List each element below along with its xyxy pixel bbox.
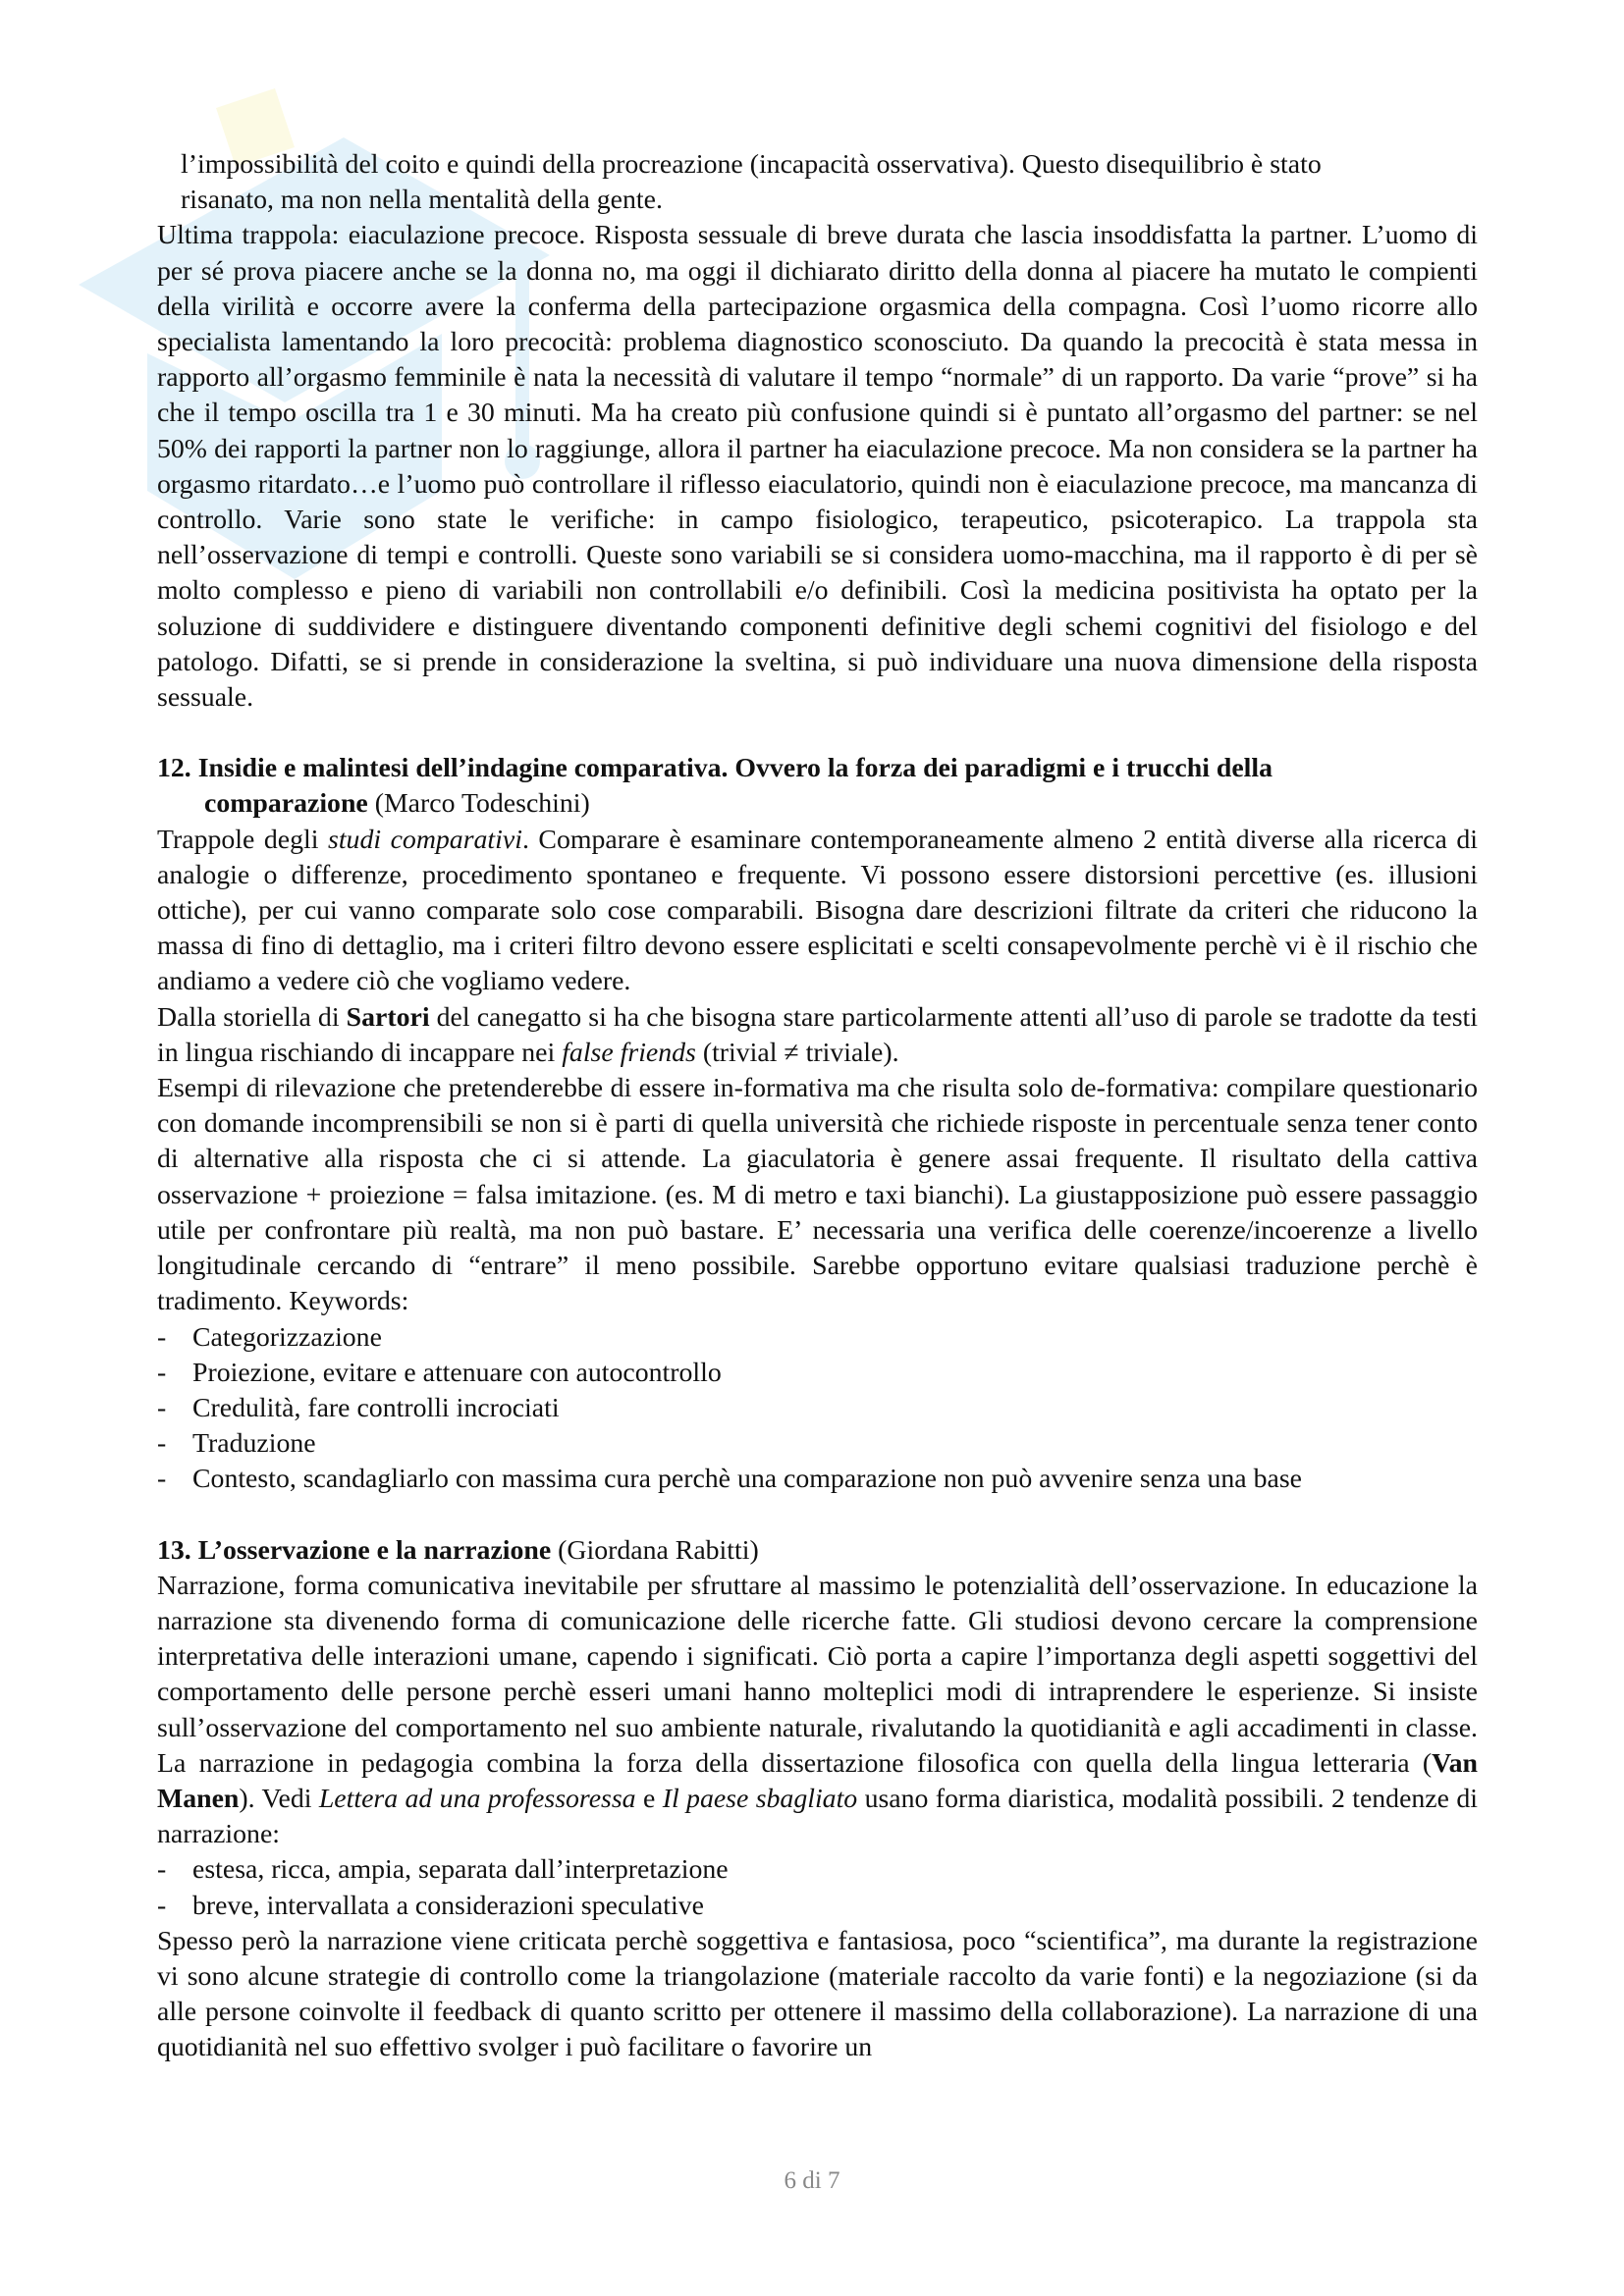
section-12-author: (Marco Todeschini) bbox=[374, 788, 590, 820]
section-13-number: 13. bbox=[157, 1534, 191, 1566]
emphasis-false-friends: false friends bbox=[562, 1037, 696, 1068]
spacer bbox=[157, 1498, 1478, 1533]
list-item: - Credulità, fare controlli incrociati bbox=[157, 1392, 560, 1423]
section-12-title-part2: comparazione bbox=[204, 788, 368, 820]
paragraph-trappola: Ultima trappola: eiaculazione precoce. Risposta sessuale di breve durata che lascia insoddisfatta la partner. L’uomo di per sé prova piacere anche se la donna no, ma oggi il dichiarato diritto della donna al piacere ha mutato le compienti della virilità e occorre avere la conferma della partecipazione orgasmica della compagna. Così l’uomo ricorre allo specialista lamentando la loro precocità: problema diagnostico sconosciuto. Da quando la precocità è stata messa in rapporto all’orgasmo femminile è nata la necessità di valutare il tempo “normale” di un rapporto. Da varie “prove” si ha che il tempo oscilla tra 1 e 30 minuti. Ma ha creato più confusione quindi si è puntato all’orgasmo del partner: se nel 50% dei rapporti la partner non lo raggiunge, allora il partner ha eiaculazione precoce. Ma non considera se la partner ha orgasmo ritardato…e l’uomo può controllare il riflesso eiaculatorio, quindi non è eiaculazione precoce, ma mancanza di controllo. Varie sono state le verifiche: in campo fisiologico, terapeutico, psicoterapico. La trappola sta nell’osservazione di tempi e controlli. Queste sono variabili se si considera uomo-macchina, ma il rapporto è di per sè molto complesso e pieno di variabili non controllabili e/o definibili. Così la medicina positivista ha optato per la soluzione di suddividere e distinguere diventando componenti definitive degli schemi cognitivi del fisiologo e del patologo. Difatti, se si prende in considerazione la sveltina, si può individuare una nuova dimensione della risposta sessuale. bbox=[157, 220, 1478, 714]
list-item: - Contesto, scandagliarlo con massima cura perchè una comparazione non può avvenire senza una base bbox=[157, 1464, 1302, 1495]
continuation-line-1: l’impossibilità del coito e quindi della procreazione (incapacità osservativa). Questo disequilibrio è stato bbox=[181, 149, 1322, 180]
section-12-heading bbox=[157, 751, 1478, 822]
section-13-paragraph-1: Narrazione, forma comunicativa inevitabile per sfruttare al massimo le potenzialità dell’osservazione. In educazione la narrazione sta divenendo forma di comunicazione delle ricerche fatte. Gli studiosi devono cercare la comprensione interpretativa delle interazioni umane, capendo i significati. Ciò porta a capire l’importanza degli aspetti soggettivi del comportamento delle persone perchè esseri umani hanno molteplici modi di intraprendere le esperienze. Si insiste sull’osservazione del comportamento nel suo ambiente naturale, rivalutando la quotidianità e agli accadimenti in classe. La narrazione in pedagogia combina la forza della dissertazione filosofica con quella della lingua letteraria (Van Manen). Vedi Lettera ad una professoressa e Il paese sbagliato usano forma diaristica, modalità possibili. 2 tendenze di narrazione: bbox=[157, 1570, 1478, 1850]
spacer bbox=[157, 716, 1478, 751]
section-12-paragraph-1: Trappole degli studi comparativi. Comparare è esaminare contemporaneamente almeno 2 entità diverse alla ricerca di analogie o differenze, procedimento spontaneo e frequente. Vi possono essere distorsioni percettive (es. illusioni ottiche), per cui vanno comparate solo cose comparabili. Bisogna dare descrizioni filtrate da criteri che riducono la massa di fino di dettaglio, ma i criteri filtro devono essere esplicitati e scelti consapevolmente perchè vi è il rischio che andiamo a vedere ciò che vogliamo vedere. bbox=[157, 824, 1478, 997]
list-item: - estesa, ricca, ampia, separata dall’interpretazione bbox=[157, 1854, 729, 1886]
name-van-manen: Van Manen bbox=[157, 1747, 1478, 1814]
document-page bbox=[157, 147, 1478, 2066]
page-number: 6 di 7 bbox=[784, 2167, 840, 2194]
title-lettera: Lettera ad una professoressa bbox=[318, 1783, 636, 1814]
narration-tendencies-list bbox=[157, 1852, 1478, 1923]
list-item: - Traduzione bbox=[157, 1428, 316, 1460]
section-12-paragraph-2: Dalla storiella di Sartori del canegatto si ha che bisogna stare particolarmente attenti all’uso di parole se tradotte da testi in lingua rischiando di incappare nei false friends (trivial ≠ triviale). bbox=[157, 1001, 1478, 1068]
section-13-title: L’osservazione e la narrazione bbox=[197, 1534, 552, 1566]
section-13-paragraph-2: Spesso però la narrazione viene criticata perchè soggettiva e fantasiosa, poco “scientifica”, ma durante la registrazione vi sono alcune strategie di controllo come la triangolazione (materiale raccolto da varie fonti) e la negoziazione (si da alle persone coinvolte il feedback di quanto scritto per ottenere il massimo della collaborazione). La narrazione di una quotidianità nel suo effettivo svolger i può facilitare o favorire un bbox=[157, 1925, 1478, 2063]
section-12-title-part1: Insidie e malintesi dell’indagine comparativa. Ovvero la forza dei paradigmi e i trucchi della bbox=[197, 753, 1273, 784]
section-13-heading bbox=[157, 1533, 1478, 1569]
list-item: - breve, intervallata a considerazioni speculative bbox=[157, 1890, 704, 1921]
section-13-author: (Giordana Rabitti) bbox=[558, 1534, 759, 1566]
list-item: - Categorizzazione bbox=[157, 1321, 382, 1353]
section-12-number: 12. bbox=[157, 753, 191, 784]
emphasis-studi-comparativi: studi comparativi bbox=[328, 824, 522, 855]
keywords-list bbox=[157, 1320, 1478, 1498]
continuation-line-2: risanato, ma non nella mentalità della gente. bbox=[181, 185, 663, 216]
list-item: - Proiezione, evitare e attenuare con autocontrollo bbox=[157, 1357, 722, 1388]
title-paese-sbagliato: Il paese sbagliato bbox=[662, 1783, 858, 1814]
name-sartori: Sartori bbox=[346, 1001, 430, 1033]
section-12-paragraph-3: Esempi di rilevazione che pretenderebbe di essere in-formativa ma che risulta solo de-formativa: compilare questionario con domande incomprensibili se non si è parti di quella università che richiede risposte in percentuale senza tener conto di alternative alla risposta che ci si attende. La giaculatoria è genere assai frequente. Il risultato della cattiva osservazione + proiezione = falsa imitazione. (es. M di metro e taxi bianchi). La giustapposizione può essere passaggio utile per confrontare più realtà, ma non può bastare. E’ necessaria una verifica delle coerenze/incoerenze a livello longitudinale cercando di “entrare” il meno possibile. Sarebbe opportuno evitare qualsiasi traduzione perchè è tradimento. Keywords: bbox=[157, 1073, 1478, 1317]
